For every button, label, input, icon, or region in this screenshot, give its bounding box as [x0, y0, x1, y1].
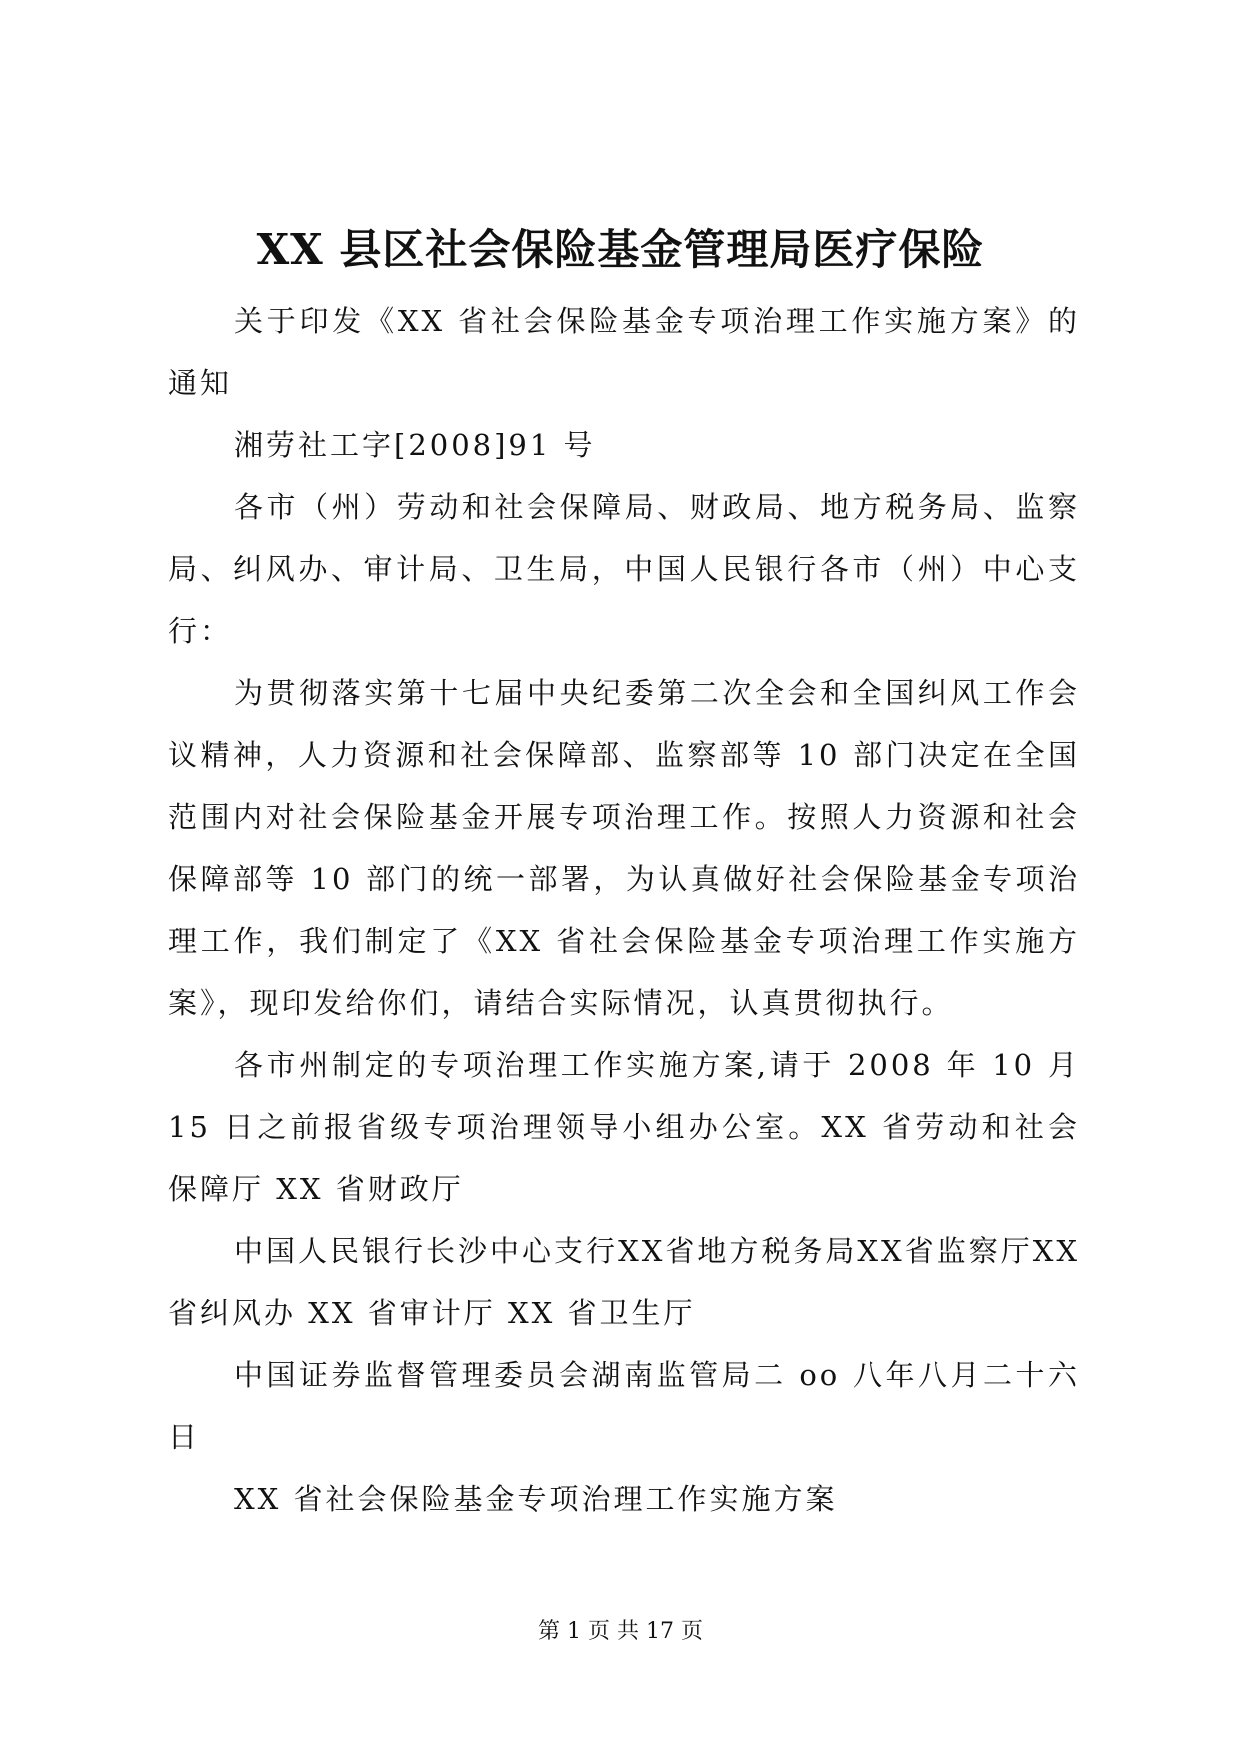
recipients-paragraph: 各市（州）劳动和社会保障局、财政局、地方税务局、监察局、纠风办、审计局、卫生局，中国人民银行各市（州）中心支行： — [168, 490, 1080, 648]
issuers-paragraph: 中国人民银行长沙中心支行XX省地方税务局XX省监察厅XX省纠风办 XX 省审计厅 XX 省卫生厅 — [168, 1234, 1080, 1330]
plan-title-paragraph: XX 省社会保险基金专项治理工作实施方案 — [234, 1482, 838, 1516]
date-paragraph: 中国证券监督管理委员会湖南监管局二 oo 八年八月二十六日 — [168, 1358, 1080, 1454]
deadline-paragraph: 各市州制定的专项治理工作实施方案,请于 2008 年 10 月 15 日之前报省级专项治理领导小组办公室。XX 省劳动和社会保障厅 XX 省财政厅 — [168, 1048, 1080, 1206]
page-number: 第 1 页 共 17 页 — [538, 1619, 703, 1644]
body-paragraph: 为贯彻落实第十七届中央纪委第二次全会和全国纠风工作会议精神，人力资源和社会保障部、监察部等 10 部门决定在全国范围内对社会保险基金开展专项治理工作。按照人力资源和社会保障部等 10 部门的统一部署，为认真做好社会保险基金专项治理工作，我们制定了《XX 省社会保险基金专项治理工作实施方案》，现印发给你们，请结合实际情况，认真贯彻执行。 — [168, 676, 1080, 1020]
document-number: 湘劳社工字[2008]91 号 — [234, 428, 596, 462]
document-title: XX 县区社会保险基金管理局医疗保险 — [256, 225, 985, 274]
document-body — [168, 290, 1080, 1530]
notice-heading: 关于印发《XX 省社会保险基金专项治理工作实施方案》的通知 — [168, 304, 1080, 400]
